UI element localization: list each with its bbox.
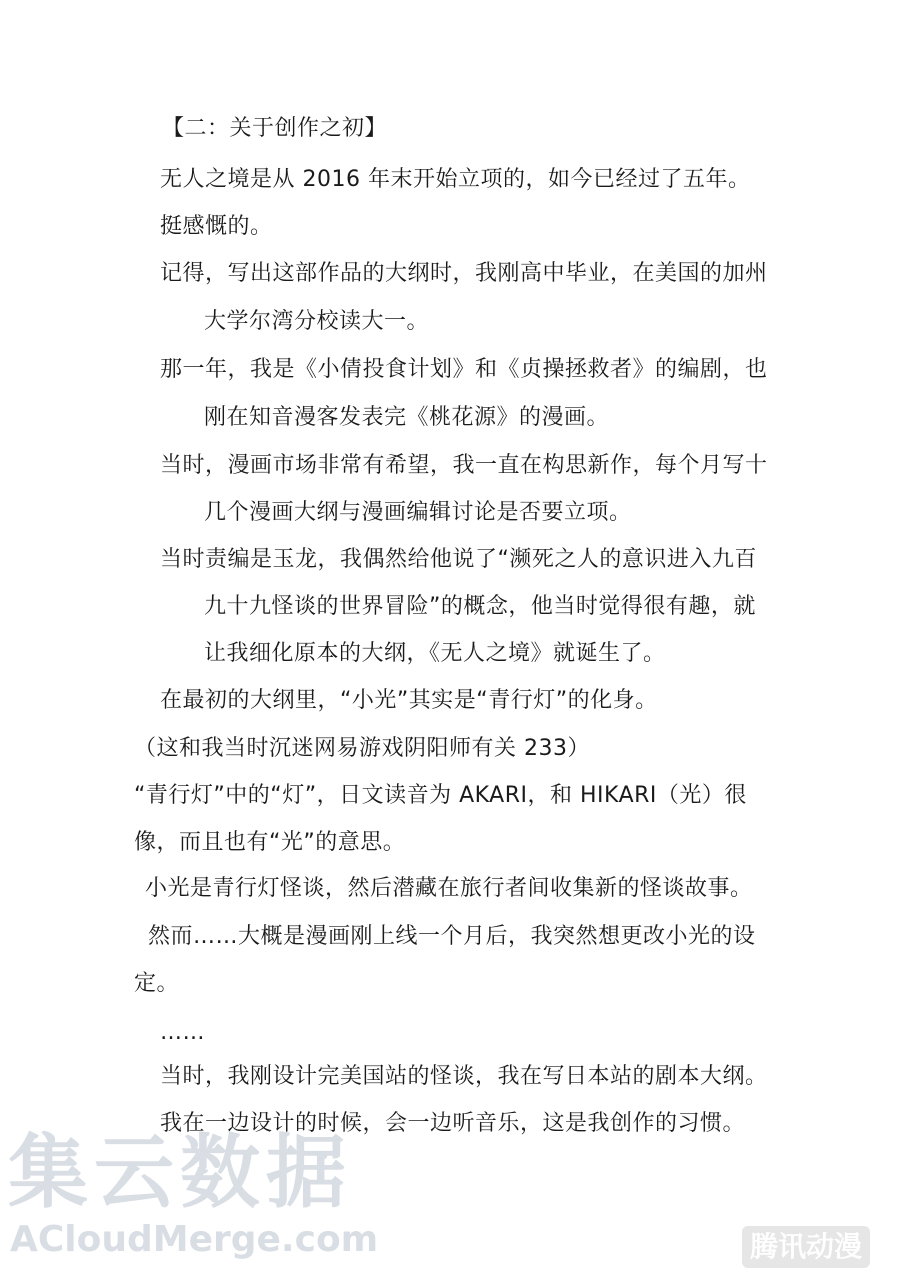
- text-line: 记得，写出这部作品的大纲时，我刚高中毕业，在美国的加州: [160, 261, 768, 286]
- watermark-url: ACloudMerge.com: [10, 1219, 379, 1260]
- text-line: 当时，我刚设计完美国站的怪谈，我在写日本站的剧本大纲。: [160, 1064, 768, 1089]
- text-line: 挺感慨的。: [160, 214, 273, 239]
- text-line: 小光是青行灯怪谈，然后潜藏在旅行者间收集新的怪谈故事。: [145, 876, 753, 901]
- corner-watermark-logo: 腾讯动漫: [742, 1226, 870, 1268]
- text-line: 刚在知音漫客发表完《桃花源》的漫画。: [204, 405, 610, 430]
- text-line: 当时，漫画市场非常有希望，我一直在构思新作，每个月写十: [160, 453, 768, 478]
- text-line: 那一年，我是《小倩投食计划》和《贞操拯救者》的编剧，也: [160, 357, 768, 382]
- text-line: 九十九怪谈的世界冒险”的概念，他当时觉得很有趣，就: [204, 594, 756, 619]
- text-line: 然而……大概是漫画刚上线一个月后，我突然想更改小光的设: [148, 924, 756, 949]
- text-line: 我在一边设计的时候，会一边听音乐，这是我创作的习惯。: [160, 1111, 746, 1136]
- text-line: 在最初的大纲里，“小光”其实是“青行灯”的化身。: [160, 688, 658, 713]
- watermark-logo: 集云数据: [8, 1126, 352, 1219]
- ellipsis-line: ……: [160, 1020, 205, 1045]
- text-line: 无人之境是从 2016 年末开始立项的，如今已经过了五年。: [160, 167, 751, 192]
- text-line: 让我细化原本的大纲，《无人之境》就诞生了。: [204, 641, 666, 666]
- text-line: 像，而且也有“光”的意思。: [134, 830, 406, 855]
- text-line: （这和我当时沉迷网易游戏阴阳师有关 233）: [134, 736, 590, 761]
- text-line: 定。: [134, 971, 180, 996]
- section-heading: 【二：关于创作之初】: [162, 116, 388, 141]
- text-line: 几个漫画大纲与漫画编辑讨论是否要立项。: [204, 500, 632, 525]
- text-line: 大学尔湾分校读大一。: [204, 309, 430, 334]
- text-line: “青行灯”中的“灯”，日文读音为 AKARI，和 HIKARI（光）很: [134, 783, 747, 808]
- text-line: 当时责编是玉龙，我偶然给他说了“濒死之人的意识进入九百: [160, 547, 757, 572]
